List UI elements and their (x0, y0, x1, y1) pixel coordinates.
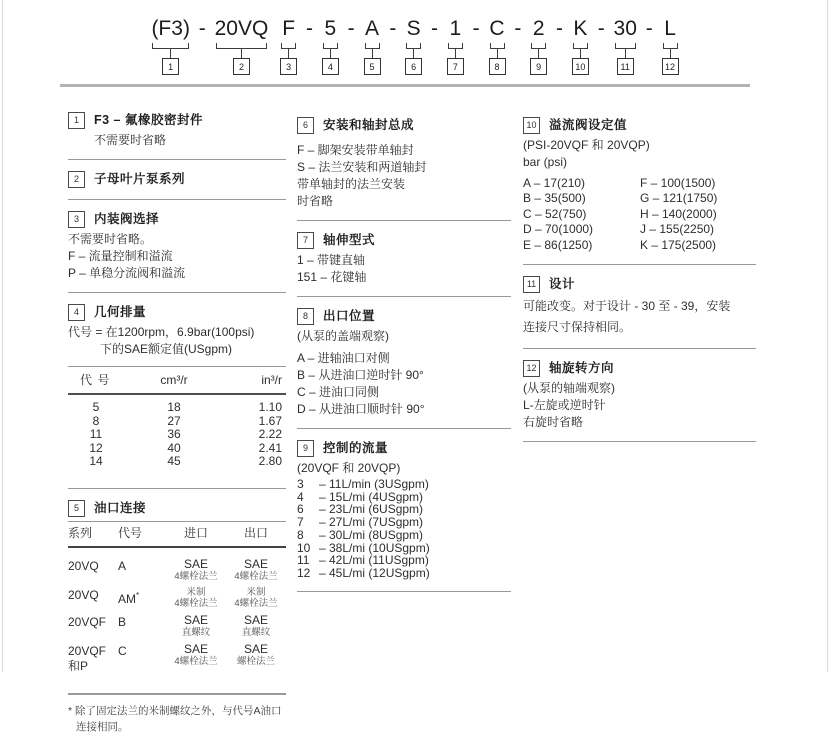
code-separator: - (425, 17, 444, 40)
column-header: 代号 (118, 525, 143, 540)
section-header (68, 112, 286, 129)
relief-left-list (523, 176, 628, 253)
text-line: F – 脚架安装带单轴封 (297, 143, 414, 157)
text-line: 不需要时省略。 (68, 232, 153, 246)
table-cell: 36 (167, 427, 181, 441)
section-number-box: 8 (297, 308, 314, 325)
port-line: SAE (183, 641, 208, 656)
section-title: 设计 (549, 277, 576, 292)
code-number-box: 8 (489, 58, 506, 75)
port-line: 米制 (186, 586, 206, 598)
divider (523, 348, 756, 349)
section-title: 轴伸型式 (323, 233, 376, 247)
code-segment-7 (447, 16, 464, 75)
section-header (297, 117, 511, 134)
code-segment-8 (489, 16, 506, 75)
code-cell: AM* (118, 590, 140, 606)
code-segment-5 (364, 16, 381, 75)
section-lines (523, 138, 756, 170)
code-segment-text: 1 (449, 17, 462, 40)
footnote-marker: * (136, 590, 140, 600)
text-line: A – 进轴油口对侧 (297, 351, 390, 365)
flow-desc: – 27L/mi (7USgpm) (319, 515, 424, 530)
text-line: G – 121(1750) (640, 191, 718, 206)
connector-stem (330, 49, 331, 58)
table-body (68, 395, 286, 477)
page-right-border (827, 0, 828, 672)
section-seals (68, 112, 286, 148)
table-row (68, 587, 286, 609)
right-column (523, 105, 756, 453)
table-cell: 45 (167, 454, 181, 468)
flow-item (297, 516, 511, 529)
port-line: SAE (183, 612, 208, 627)
text-line: K – 175(2500) (640, 237, 717, 252)
connector-stem (170, 49, 171, 58)
section-number-box: 4 (68, 304, 85, 321)
code-number-box: 9 (530, 58, 547, 75)
text-line: H – 140(2000) (640, 206, 717, 221)
port-line: 4螺栓法兰 (234, 570, 278, 582)
code-segment-text: K (573, 17, 588, 40)
connector-stem (413, 49, 414, 58)
code-separator: - (639, 17, 659, 40)
code-segment-text: 5 (324, 17, 337, 40)
connector-stem (580, 49, 581, 58)
header-rule (60, 84, 750, 87)
code-separator: - (341, 17, 361, 40)
section-number-box: 12 (523, 360, 540, 377)
section-pump-series (68, 171, 286, 188)
port-line: SAE (243, 612, 268, 627)
outlet-cell (226, 558, 286, 582)
port-line: 螺栓法兰 (236, 655, 275, 667)
section-header (68, 211, 286, 228)
flow-desc: – 15L/mi (4USgpm) (319, 489, 424, 504)
section-note: (20VQF 和 20VQP) (297, 461, 401, 475)
text-line: 连接相同。 (76, 720, 129, 733)
code-segment-text: S (406, 17, 421, 40)
section-outlet-position (297, 308, 511, 417)
code-segment-text: 20VQ (214, 17, 269, 40)
code-segment-11 (614, 16, 637, 75)
table-cell: 8 (92, 413, 100, 428)
text-line: L-左旋或逆时针 (523, 398, 606, 413)
divider (68, 488, 286, 489)
relief-right-list (640, 176, 756, 253)
section-design (523, 276, 756, 337)
section-lines (297, 329, 511, 417)
code-segment-3 (280, 16, 297, 75)
section-lines (297, 143, 511, 209)
section-mounting-seal (297, 117, 511, 209)
flow-item (297, 567, 511, 580)
text-line: 带单轴封的法兰安装 (297, 177, 406, 191)
text-line: 1 – 带键直轴 (297, 253, 366, 267)
code-number-box: 11 (617, 58, 634, 75)
port-line: SAE (243, 641, 268, 656)
footnote (68, 704, 286, 734)
middle-column (297, 105, 511, 603)
flow-desc: – 11L/min (3USgpm) (319, 477, 429, 491)
table-cell: 1.67 (258, 413, 282, 428)
text-line: C – 52(750) (523, 206, 587, 221)
text-line: F – 100(1500) (640, 176, 716, 190)
flow-code: 11 (297, 553, 310, 568)
column-header: in³/r (261, 373, 282, 387)
port-line: 直螺纹 (241, 626, 271, 638)
section-header (297, 308, 511, 325)
port-line: 直螺纹 (181, 626, 211, 638)
section-rotation (523, 360, 756, 430)
section-number-box: 9 (297, 440, 314, 457)
divider (297, 220, 511, 221)
page-left-border (2, 0, 3, 672)
table-row (68, 614, 286, 638)
text-line: 下的SAE额定值(USgpm) (100, 342, 233, 356)
code-segment-text: 2 (532, 17, 545, 40)
connector-stem (288, 49, 289, 58)
connector-stem (538, 49, 539, 58)
table-cell: 27 (167, 413, 181, 428)
outlet-cell (226, 614, 286, 638)
section-title: 轴旋转方向 (549, 361, 615, 376)
section-displacement (68, 304, 286, 477)
table-row (68, 401, 286, 415)
table-header-row (68, 521, 286, 548)
section-lines (68, 133, 286, 148)
code-separator: - (192, 17, 212, 40)
model-code-diagram (0, 16, 830, 75)
section-port-connections (68, 500, 286, 734)
code-cell: B (118, 614, 127, 629)
flow-desc: – 30L/mi (8USgpm) (319, 527, 424, 542)
inlet-cell (166, 587, 226, 609)
code-segment-2 (215, 16, 269, 75)
code-segment-4 (322, 16, 339, 75)
section-header (68, 171, 286, 188)
text-line: (从泵的盖端观察) (297, 329, 389, 343)
code-number-box: 1 (162, 58, 179, 75)
section-title: 油口连接 (94, 500, 147, 515)
code-number-box: 5 (364, 58, 381, 75)
code-segment-text: F (282, 17, 296, 40)
section-header (523, 360, 756, 377)
port-line: 4螺栓法兰 (174, 655, 218, 667)
connector-stem (625, 49, 626, 58)
flow-code: 12 (297, 565, 311, 580)
text-line: 右旋时省略 (523, 415, 584, 430)
section-title: 溢流阀设定值 (549, 118, 628, 132)
series-cell: 20VQF (68, 614, 107, 629)
port-table (68, 521, 286, 695)
divider (297, 296, 511, 297)
code-number-box: 4 (322, 58, 339, 75)
section-title: 安装和轴封总成 (323, 118, 415, 132)
code-separator: - (550, 17, 569, 40)
code-separator: - (591, 17, 611, 40)
displacement-table (68, 366, 286, 477)
flow-desc: – 38L/mi (10USgpm) (319, 540, 430, 555)
port-line: 4螺栓法兰 (234, 597, 278, 609)
flow-desc: – 23L/mi (6USgpm) (319, 502, 424, 517)
text-line: B – 35(500) (523, 191, 586, 206)
code-cell: C (118, 643, 127, 658)
connector-stem (455, 49, 456, 58)
table-cell: 1.10 (258, 400, 282, 414)
section-valve-option (68, 211, 286, 281)
text-line: F – 流量控制和溢流 (68, 249, 173, 263)
section-header (68, 304, 286, 321)
divider (523, 441, 756, 442)
column-header: 进口 (183, 525, 208, 540)
text-line: 代号 = 在1200rpm，6.9bar(100psi) (68, 325, 255, 339)
code-segment-text: 30 (613, 17, 637, 40)
section-lines (68, 325, 286, 357)
flow-code: 4 (297, 489, 304, 504)
code-segment-10 (572, 16, 589, 75)
flow-code: 3 (297, 477, 304, 491)
text-line: J – 155(2250) (640, 222, 715, 237)
text-line: 151 – 花键轴 (297, 270, 367, 284)
column-header: cm³/r (160, 373, 188, 387)
connector-stem (241, 49, 242, 58)
text-line: A – 17(210) (523, 176, 586, 190)
table-cell: 5 (92, 400, 100, 414)
section-title: F3 – 氟橡胶密封件 (94, 113, 203, 127)
port-line: 米制 (246, 586, 266, 598)
section-number-box: 10 (523, 117, 540, 134)
table-header-row (68, 367, 286, 395)
table-cell: 14 (89, 454, 103, 468)
section-number-box: 11 (523, 276, 540, 293)
section-number-box: 7 (297, 232, 314, 249)
divider (297, 591, 511, 592)
section-title: 出口位置 (323, 309, 376, 323)
connector-stem (497, 49, 498, 58)
text-line: P – 单稳分流阀和溢流 (68, 266, 186, 280)
section-header (297, 440, 511, 457)
code-separator: - (383, 17, 403, 40)
section-header (523, 117, 756, 134)
code-segment-9 (530, 16, 547, 75)
section-header (523, 276, 756, 293)
section-shaft-type (297, 232, 511, 285)
series-cell: 20VQ (68, 558, 99, 573)
code-number-box: 7 (447, 58, 464, 75)
section-controlled-flow (297, 440, 511, 580)
code-segment-6 (405, 16, 422, 75)
code-separator (268, 16, 280, 42)
table-cell: 12 (89, 440, 103, 455)
section-number-box: 2 (68, 171, 85, 188)
port-line: SAE (183, 556, 208, 571)
code-segment-text: L (664, 17, 676, 40)
section-number-box: 1 (68, 112, 85, 129)
text-line: D – 从进油口顺时针 90° (297, 402, 425, 416)
series-cell: 20VQ (68, 587, 99, 602)
section-lines (523, 381, 756, 430)
section-number-box: 3 (68, 211, 85, 228)
text-line: S – 法兰安装和两道轴封 (297, 160, 427, 174)
section-lines (297, 253, 511, 285)
table-row (68, 415, 286, 429)
table-row (68, 558, 286, 582)
section-relief-settings (523, 117, 756, 253)
section-header (297, 232, 511, 249)
table-row (68, 643, 286, 674)
flow-code: 6 (297, 502, 304, 517)
flow-code: 7 (297, 515, 304, 530)
code-segment-text: C (489, 17, 505, 40)
text-line: 连接尺寸保持相同。 (523, 320, 632, 335)
code-number-box: 12 (662, 58, 679, 75)
text-line: 不需要时省略 (94, 133, 167, 147)
code-segment-1 (151, 16, 190, 75)
divider (68, 199, 286, 200)
flow-desc: – 45L/mi (12USgpm) (319, 565, 430, 580)
code-segment-text: (F3) (151, 17, 190, 40)
divider (68, 159, 286, 160)
divider (523, 264, 756, 265)
code-separator: - (466, 17, 486, 40)
table-row (68, 428, 286, 442)
section-title: 子母叶片泵系列 (94, 172, 186, 186)
column-header: 系列 (68, 525, 93, 540)
outlet-cell (226, 643, 286, 667)
section-number-box: 5 (68, 500, 85, 517)
section-title: 几何排量 (94, 305, 147, 319)
table-cell: 11 (89, 427, 103, 441)
text-line: D – 70(1000) (523, 222, 594, 237)
text-line: * 除了固定法兰的米制螺纹之外，与代号A油口 (68, 704, 282, 717)
text-line: E – 86(1250) (523, 237, 593, 252)
connector-stem (372, 49, 373, 58)
inlet-cell (166, 614, 226, 638)
table-cell: 18 (167, 400, 181, 414)
section-number-box: 6 (297, 117, 314, 134)
section-lines (523, 297, 756, 337)
relief-setting-pairs (523, 176, 756, 253)
left-column (68, 105, 286, 736)
table-row (68, 455, 286, 469)
text-line: C – 进油口同侧 (297, 385, 380, 399)
divider (297, 428, 511, 429)
flow-list (297, 478, 511, 580)
code-number-box: 10 (572, 58, 589, 75)
code-separator: - (300, 17, 319, 40)
text-line: 可能改变。对于设计 - 30 至 - 39，安装 (523, 299, 731, 314)
table-row (68, 442, 286, 456)
table-cell: 40 (167, 440, 181, 455)
column-header: 代 号 (80, 373, 111, 387)
table-cell: 2.22 (258, 427, 282, 441)
column-header: 出口 (243, 525, 268, 540)
flow-code: 8 (297, 527, 304, 542)
code-number-box: 2 (233, 58, 250, 75)
table-bottom-rule (68, 693, 286, 695)
connector-stem (670, 49, 671, 58)
text-line: (PSI-20VQF 和 20VQP) (523, 138, 650, 152)
port-line: 4螺栓法兰 (174, 570, 218, 582)
text-line: bar (psi) (523, 155, 568, 169)
flow-code: 10 (297, 540, 311, 555)
table-cell: 2.80 (258, 454, 282, 468)
table-cell: 2.41 (258, 440, 282, 455)
flow-desc: – 42L/mi (11USgpm) (319, 553, 429, 568)
series-cell: 20VQF和P (68, 643, 107, 673)
flow-item (297, 478, 511, 491)
code-number-box: 3 (280, 58, 297, 75)
flow-item (297, 529, 511, 542)
text-line: 时省略 (297, 194, 334, 208)
port-line: SAE (243, 556, 268, 571)
code-segment-12 (662, 16, 679, 75)
section-title: 内装阀选择 (94, 212, 160, 226)
code-separator: - (508, 17, 528, 40)
code-cell: A (118, 558, 127, 573)
section-header (68, 500, 286, 517)
inlet-cell (166, 558, 226, 582)
table-body (68, 548, 286, 685)
inlet-cell (166, 643, 226, 667)
text-line: (从泵的轴端观察) (523, 381, 615, 396)
text-line: B – 从进油口逆时针 90° (297, 368, 424, 382)
section-title: 控制的流量 (323, 441, 389, 455)
section-lines (68, 232, 286, 281)
divider (68, 292, 286, 293)
code-number-box: 6 (405, 58, 422, 75)
outlet-cell (226, 587, 286, 609)
code-segment-text: A (364, 17, 379, 40)
port-line: 4螺栓法兰 (174, 597, 218, 609)
